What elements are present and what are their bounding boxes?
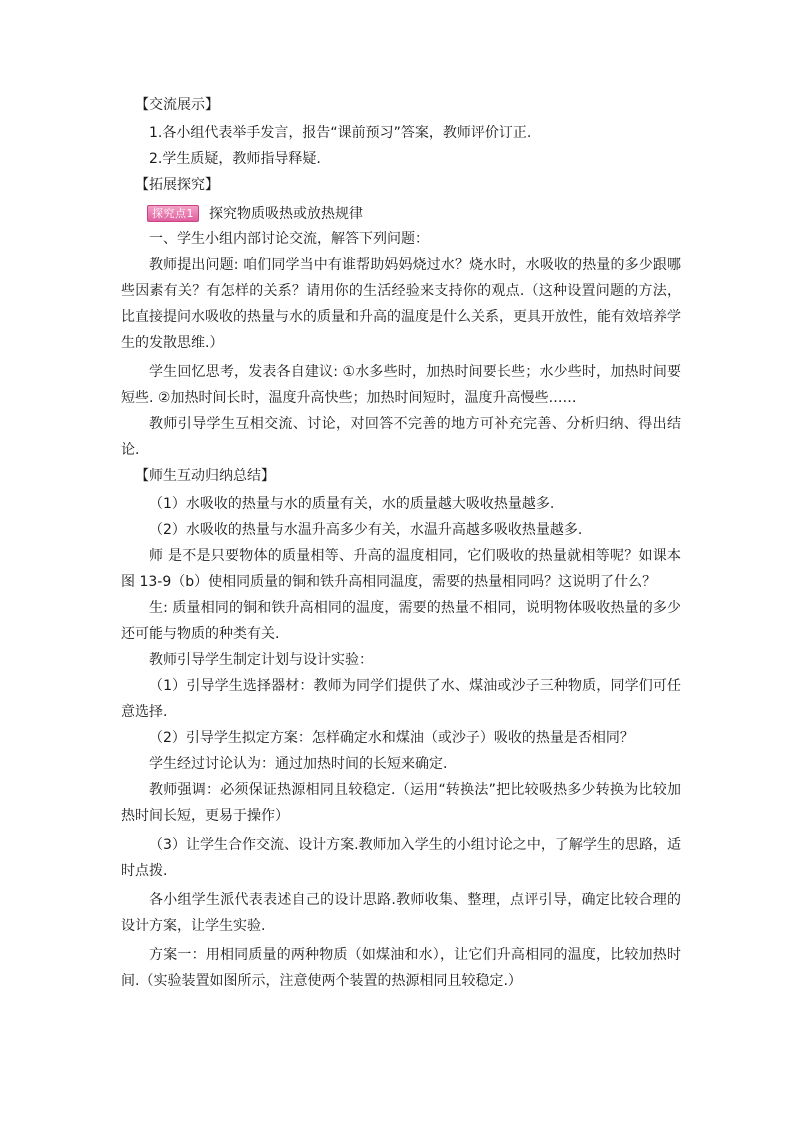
paragraph-student-conclusion: 学生经过讨论认为：通过加热时间的长短来确定. — [149, 756, 448, 772]
exchange-item-2: 2.学生质疑，教师指导释疑. — [149, 151, 321, 167]
explore-point-title: 探究物质吸热或放热规律 — [209, 206, 363, 222]
section-header-summary: 【师生互动归纳总结】 — [135, 468, 275, 484]
paragraph-plan-intro: 教师引导学生制定计划与设计实验： — [149, 652, 373, 668]
summary-item-1: （1）水吸收的热量与水的质量有关，水的质量越大吸收热量越多. — [149, 496, 555, 512]
exchange-item-1: 1.各小组代表举手发言，报告“课前预习”答案，教师评价订正. — [149, 125, 532, 141]
paragraph-group-design: 各小组学生派代表表述自己的设计思路.教师收集、整理，点评引导，确定比较合理的设计方案，让学生实验. — [121, 892, 681, 934]
paragraph-teacher-question: 教师提出问题: 咱们同学当中有谁帮助妈妈烧过水？烧水时，水吸收的热量的多少跟哪些因素有关？有怎样的关系？请用你的生活经验来支持你的观点.（这种设置问题的方法，比直接提问水吸收的热量与水的质量和升高的温度是什么关系，更具开放性，能有效培养学生的发散思维.） — [121, 257, 681, 351]
paragraph-scheme-one: 方案一：用相同质量的两种物质（如煤油和水），让它们升高相同的温度，比较加热时间.（实验装置如图所示，注意使两个装置的热源相同且较稳定.） — [121, 947, 681, 989]
explore-point-badge: 探究点1 — [147, 205, 199, 222]
plan-step-3: （3）让学生合作交流、设计方案.教师加入学生的小组讨论之中，了解学生的思路，适时点拨. — [121, 837, 681, 879]
paragraph-student-answer: 生: 质量相同的铜和铁升高相同的温度，需要的热量不相同，说明物体吸收热量的多少还可能与物质的种类有关. — [121, 600, 681, 642]
paragraph-teacher-ask: 师 是不是只要物体的质量相等、升高的温度相同，它们吸收的热量就相等呢？如课本图 13-9（b）使相同质量的铜和铁升高相同温度，需要的热量相同吗？这说明了什么？ — [121, 548, 681, 590]
section-header-exchange: 【交流展示】 — [135, 97, 219, 113]
plan-step-2: （2）引导学生拟定方案：怎样确定水和煤油（或沙子）吸收的热量是否相同？ — [149, 730, 634, 746]
paragraph-discussion: 一、学生小组内部讨论交流，解答下列问题： — [149, 231, 429, 247]
paragraph-student-ideas: 学生回忆思考，发表各自建议: ①水多些时，加热时间要长些；水少些时，加热时间要短些. ②加热时间长时，温度升高快些；加热时间短时，温度升高慢些…… — [121, 364, 681, 406]
explore-point-heading — [121, 200, 681, 226]
summary-item-2: （2）水吸收的热量与水温升高多少有关，水温升高越多吸收热量越多. — [149, 522, 583, 538]
paragraph-teacher-guide: 教师引导学生互相交流、讨论，对回答不完善的地方可补充完善、分析归纳、得出结论. — [121, 416, 681, 458]
plan-step-1: （1）引导学生选择器材：教师为同学们提供了水、煤油或沙子三种物质，同学们可任意选择. — [121, 678, 681, 720]
document-body — [121, 92, 681, 994]
paragraph-teacher-emphasis: 教师强调：必须保证热源相同且较稳定.（运用“转换法”把比较吸热多少转换为比较加热时间长短，更易于操作） — [121, 782, 681, 824]
section-header-expand: 【拓展探究】 — [135, 177, 219, 193]
